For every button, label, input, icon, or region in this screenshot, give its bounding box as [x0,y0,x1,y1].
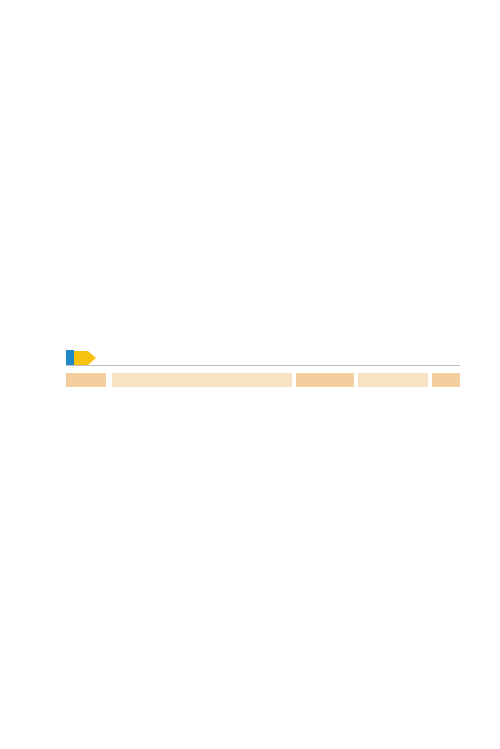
header-source [358,373,428,387]
modern-novel-table [66,373,460,393]
section-divider [66,365,460,366]
section-arrow-icon [88,351,96,365]
table-header [66,373,460,387]
section-title [74,351,88,365]
header-num [66,373,106,387]
header-title [112,373,292,387]
header-category [296,373,354,387]
header-page [432,373,460,387]
section-header [66,350,96,366]
section-number [66,350,74,366]
